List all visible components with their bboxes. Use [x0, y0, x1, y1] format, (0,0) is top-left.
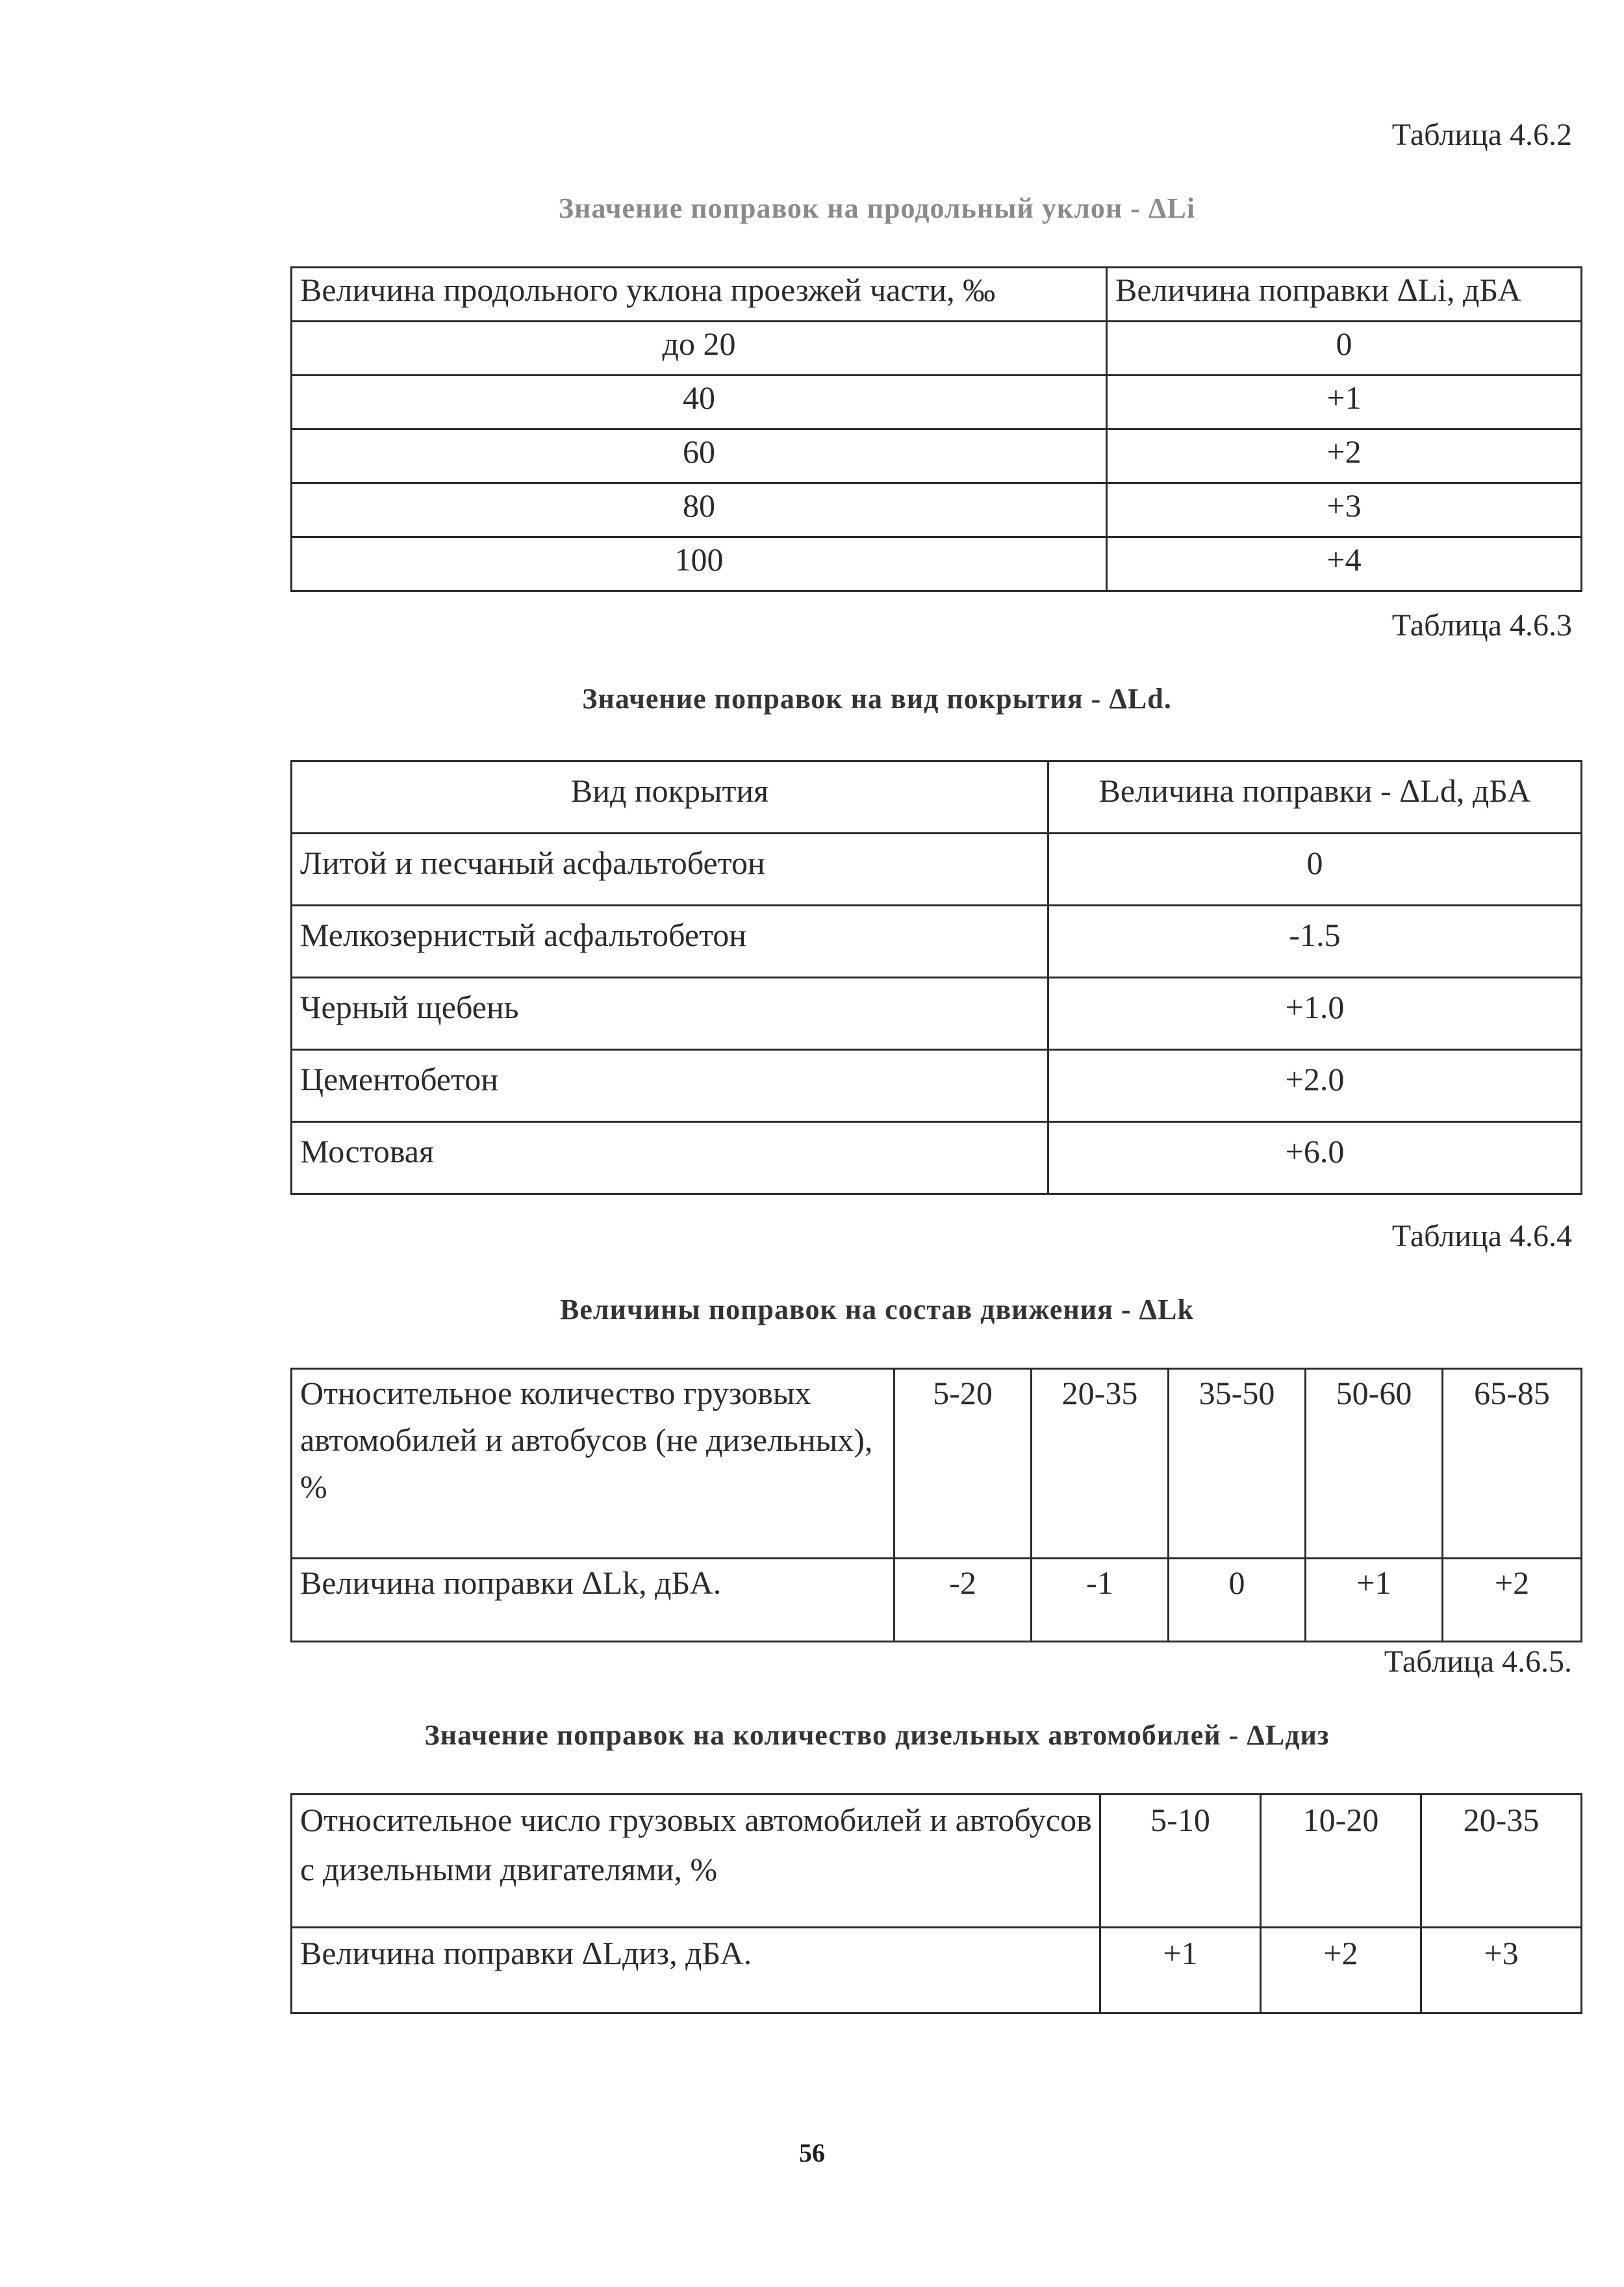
table-number: Таблица 4.6.3 [1391, 608, 1572, 643]
table-cell: +4 [1107, 537, 1582, 591]
category-cell: 10-20 [1261, 1795, 1421, 1928]
table-caption: Значение поправок на количество дизельных автомобилей - ΔLдиз [424, 1719, 1330, 1751]
header-cell: Величина продольного уклона проезжей части, ‰ [292, 268, 1107, 322]
table-cell: +1 [1107, 376, 1582, 429]
table-cell: -1.5 [1048, 906, 1582, 978]
table-cell: 100 [292, 537, 1107, 591]
table-cell: Мелкозернистый асфальтобетон [292, 906, 1048, 978]
diesel-correction-table [290, 1793, 1582, 2014]
header-cell: Величина поправки - ΔLd, дБА [1048, 761, 1582, 834]
value-cell: +2 [1261, 1928, 1421, 2013]
header-cell: Вид покрытия [292, 761, 1048, 834]
table-cell: 0 [1048, 834, 1582, 906]
category-cell: 20-35 [1032, 1369, 1169, 1559]
table-cell: до 20 [292, 322, 1107, 376]
category-cell: 20-35 [1421, 1795, 1582, 1928]
row-label: Относительное количество грузовых автомобилей и автобусов (не дизельных), % [292, 1369, 894, 1559]
table-cell: Литой и песчаный асфальтобетон [292, 834, 1048, 906]
table-cell: Цементобетон [292, 1050, 1048, 1122]
surface-correction-table [290, 760, 1582, 1195]
category-cell: 5-20 [894, 1369, 1032, 1559]
table-number: Таблица 4.6.2 [1391, 118, 1572, 152]
page-number: 56 [799, 2138, 825, 2167]
category-cell: 65-85 [1443, 1369, 1582, 1559]
slope-correction-table [290, 266, 1582, 592]
category-cell: 5-10 [1100, 1795, 1261, 1928]
table-cell: +6.0 [1048, 1122, 1582, 1194]
value-cell: +2 [1443, 1559, 1582, 1642]
table-cell: 40 [292, 376, 1107, 429]
table-cell: 80 [292, 483, 1107, 537]
value-cell: -1 [1032, 1559, 1169, 1642]
table-caption: Значение поправок на продольный уклон - ΔLi [558, 192, 1196, 224]
table-caption: Величины поправок на состав движения - ΔLk [560, 1294, 1194, 1325]
value-cell: -2 [894, 1559, 1032, 1642]
category-cell: 35-50 [1169, 1369, 1306, 1559]
header-cell: Величина поправки ΔLi, дБА [1107, 268, 1582, 322]
table-cell: 60 [292, 429, 1107, 483]
value-cell: +3 [1421, 1928, 1582, 2013]
value-cell: 0 [1169, 1559, 1306, 1642]
row-label: Величина поправки ΔLдиз, дБА. [292, 1928, 1100, 2013]
traffic-composition-table [290, 1368, 1582, 1642]
table-cell: Черный щебень [292, 978, 1048, 1050]
table-cell: 0 [1107, 322, 1582, 376]
table-cell: +2 [1107, 429, 1582, 483]
value-cell: +1 [1306, 1559, 1443, 1642]
value-cell: +1 [1100, 1928, 1261, 2013]
table-caption: Значение поправок на вид покрытия - ΔLd. [582, 683, 1172, 715]
table-number: Таблица 4.6.5. [1384, 1644, 1572, 1679]
table-cell: +2.0 [1048, 1050, 1582, 1122]
table-cell: +1.0 [1048, 978, 1582, 1050]
row-label: Относительное число грузовых автомобилей и автобусов с дизельными двигателями, % [292, 1795, 1100, 1928]
table-cell: +3 [1107, 483, 1582, 537]
row-label: Величина поправки ΔLk, дБА. [292, 1559, 894, 1642]
table-number: Таблица 4.6.4 [1391, 1219, 1572, 1253]
table-cell: Мостовая [292, 1122, 1048, 1194]
category-cell: 50-60 [1306, 1369, 1443, 1559]
